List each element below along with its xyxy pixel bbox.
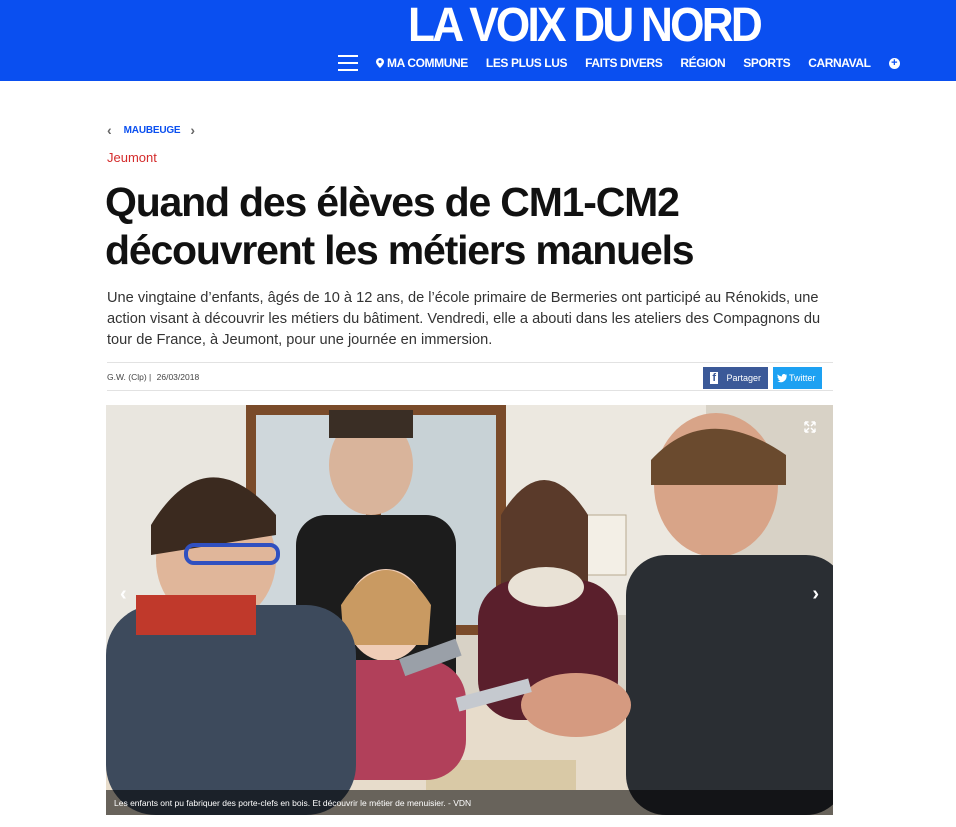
article-meta: [107, 362, 833, 391]
main-nav: [376, 56, 918, 70]
nav-item-ma-commune[interactable]: [376, 56, 468, 70]
section-tag[interactable]: Jeumont: [107, 150, 157, 165]
nav-item-carnaval[interactable]: CARNAVAL: [808, 56, 871, 70]
share-facebook-button[interactable]: [703, 367, 768, 389]
hamburger-menu-icon[interactable]: [338, 55, 358, 71]
nav-item-region[interactable]: RÉGION: [680, 56, 726, 70]
expand-icon[interactable]: [804, 421, 816, 433]
article-lede: Une vingtaine d’enfants, âgés de 10 à 12 ans, de l’école primaire de Bermeries ont participé au Rénokids, une action visant à découvrir les métiers du bâtiment. Vendredi, elle a abouti dans les ateliers des Compagnons du tour de France, à Jeumont, pour une journée en immersion.: [107, 290, 821, 348]
article-photo[interactable]: [106, 405, 833, 815]
chevron-left-icon[interactable]: ‹: [107, 122, 112, 138]
photo-image: [106, 405, 833, 815]
plus-circle-icon: +: [889, 58, 900, 69]
article-title: [105, 178, 825, 274]
location-pin-icon: [376, 58, 384, 68]
breadcrumb-link-maubeuge[interactable]: MAUBEUGE: [123, 124, 181, 136]
share-twitter-label: Twitter: [789, 373, 816, 383]
chevron-right-icon[interactable]: ›: [190, 122, 196, 138]
nav-item-sports[interactable]: SPORTS: [743, 56, 791, 70]
breadcrumb: [107, 122, 195, 138]
twitter-bird-icon: [777, 373, 787, 383]
photo-next-arrow[interactable]: ›: [812, 583, 819, 605]
byline: [107, 372, 199, 382]
nav-item-les-plus-lus[interactable]: LES PLUS LUS: [485, 56, 568, 70]
share-facebook-label: Partager: [726, 373, 761, 383]
facebook-icon: f: [710, 372, 718, 384]
author: G.W. (Clp) |: [107, 372, 152, 382]
nav-label: MA COMMUNE: [387, 56, 468, 70]
nav-more[interactable]: [889, 58, 900, 69]
photo-prev-arrow[interactable]: ‹: [120, 583, 127, 605]
publish-date: 26/03/2018: [156, 372, 200, 382]
site-header: [0, 0, 956, 81]
site-logo[interactable]: LA VOIX DU NORD: [408, 0, 760, 52]
nav-item-faits-divers[interactable]: FAITS DIVERS: [585, 56, 663, 70]
title-line-1: Quand des élèves de CM1-CM2: [105, 179, 679, 225]
title-line-2: découvrent les métiers manuels: [105, 227, 694, 273]
share-twitter-button[interactable]: [773, 367, 822, 389]
photo-caption: Les enfants ont pu fabriquer des porte-clefs en bois. Et découvrir le métier de menuisier. - VDN: [106, 790, 833, 815]
